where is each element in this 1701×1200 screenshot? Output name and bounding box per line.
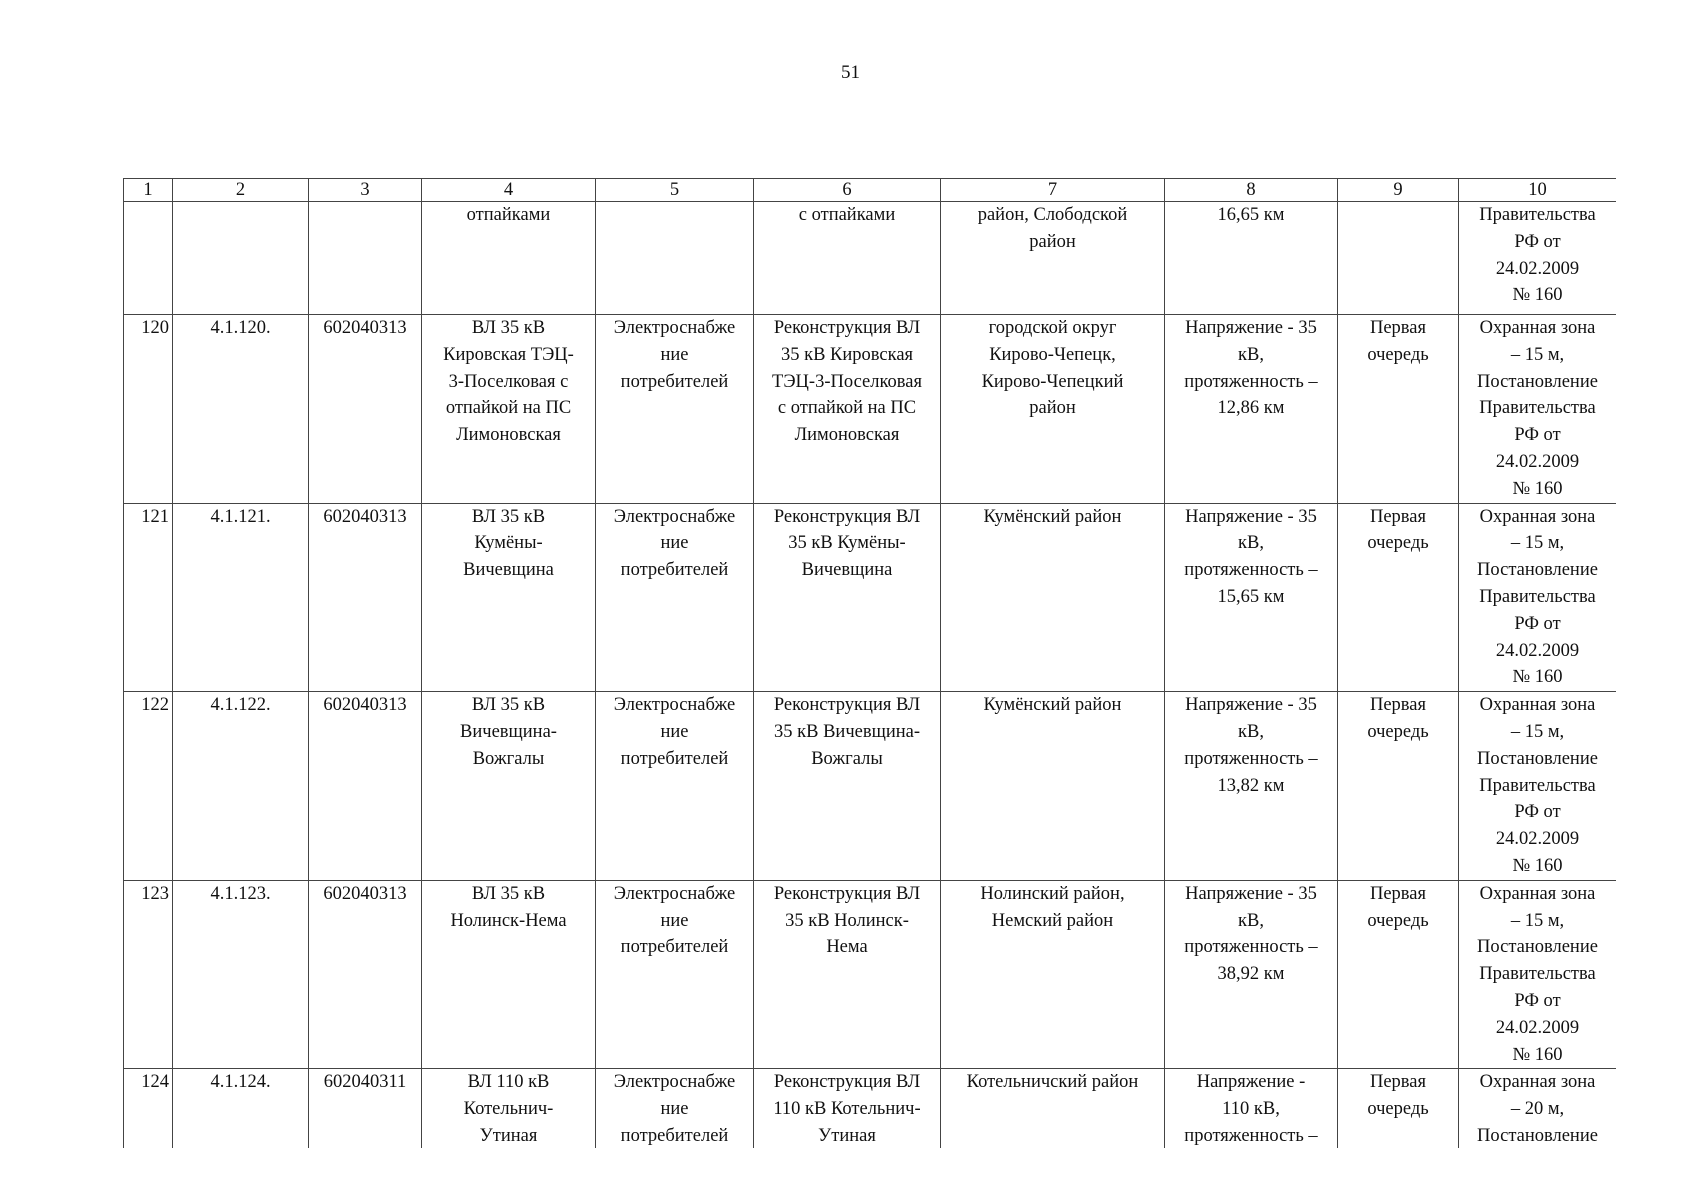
- cell-text-line: Охранная зона: [1479, 695, 1596, 716]
- row-number-cell: 123: [124, 880, 173, 1069]
- action-cell: [754, 202, 941, 315]
- cell-text-line: Правительства: [1479, 398, 1596, 419]
- row-number-cell: 124: [124, 1069, 173, 1148]
- characteristics-cell: [1165, 692, 1338, 881]
- cell-text-line: потребителей: [620, 937, 729, 958]
- cell-text-line: Электроснабже: [613, 318, 736, 338]
- row-number-cell: 122: [124, 692, 173, 881]
- cell-text-line: Реконструкция ВЛ: [773, 883, 921, 904]
- cell-text-line: ВЛ 35 кВ: [471, 506, 546, 527]
- object-name-cell: [422, 503, 596, 692]
- cell-text-line: Электроснабже: [613, 1072, 736, 1093]
- cell-text-line: Постановление: [1477, 560, 1598, 581]
- cell-text-line: отпайкой на ПС: [445, 398, 572, 419]
- row-number-cell: [124, 202, 173, 315]
- location-cell: [941, 1069, 1165, 1148]
- cell-text-line: Первая: [1369, 695, 1427, 716]
- cell-text-line: 35 кВ Кумёны-: [788, 533, 906, 554]
- object-id-cell: 602040311: [309, 1069, 422, 1148]
- column-number-cell: 4: [422, 179, 596, 202]
- cell-text-line: ние: [660, 344, 689, 365]
- object-name-cell: [422, 1069, 596, 1148]
- table-row: [124, 202, 1617, 315]
- column-number-cell: 8: [1165, 179, 1338, 202]
- object-name-cell: [422, 692, 596, 881]
- table-wrapper: [123, 178, 1616, 1148]
- cell-text-line: Охранная зона: [1479, 883, 1596, 904]
- cell-text-line: 24.02.2009: [1495, 829, 1580, 850]
- cell-text-line: Немский район: [991, 910, 1114, 931]
- cell-text-line: – 15 м,: [1510, 721, 1565, 742]
- cell-text-line: Электроснабже: [613, 883, 736, 904]
- cell-text-line: РФ от: [1514, 231, 1561, 252]
- cell-text-line: № 160: [1512, 667, 1563, 688]
- row-number-cell: 120: [124, 315, 173, 504]
- zone-cell: [1459, 202, 1617, 315]
- column-number-cell: 10: [1459, 179, 1617, 202]
- zone-cell: [1459, 692, 1617, 881]
- characteristics-cell: [1165, 315, 1338, 504]
- object-id-cell: 602040313: [309, 692, 422, 881]
- cell-text-line: ТЭЦ-3-Поселковая: [772, 371, 922, 392]
- characteristics-cell: [1165, 880, 1338, 1069]
- column-number-row: [124, 179, 1617, 202]
- cell-text-line: РФ от: [1514, 802, 1561, 823]
- cell-text-line: Напряжение - 35: [1185, 695, 1317, 716]
- cell-text-line: 35 кВ Нолинск-: [785, 910, 909, 931]
- table-row: [124, 503, 1617, 692]
- zone-cell: [1459, 880, 1617, 1069]
- cell-text-line: Охранная зона: [1479, 506, 1596, 527]
- cell-text-line: потребителей: [620, 371, 729, 392]
- cell-text-line: РФ от: [1514, 425, 1561, 446]
- cell-text-line: ВЛ 35 кВ: [471, 318, 546, 338]
- cell-text-line: Кумёнский район: [983, 695, 1122, 716]
- cell-text-line: потребителей: [620, 748, 729, 769]
- cell-text-line: Постановление: [1477, 1125, 1598, 1146]
- cell-text-line: Кумёнский район: [983, 506, 1122, 527]
- object-name-cell: [422, 315, 596, 504]
- cell-text-line: Реконструкция ВЛ: [773, 695, 921, 716]
- characteristics-cell: [1165, 202, 1338, 315]
- cell-text-line: кВ,: [1238, 533, 1264, 554]
- cell-text-line: Правительства: [1479, 964, 1596, 985]
- cell-text-line: № 160: [1512, 1044, 1563, 1065]
- cell-text-line: Правительства: [1479, 205, 1596, 225]
- column-number-cell: 2: [173, 179, 309, 202]
- stage-cell: [1338, 692, 1459, 881]
- item-code-cell: 4.1.124.: [173, 1069, 309, 1148]
- cell-text-line: Лимоновская: [456, 425, 561, 446]
- purpose-cell: [596, 692, 754, 881]
- cell-text-line: район: [1029, 231, 1076, 252]
- object-name-cell: [422, 202, 596, 315]
- cell-text-line: Напряжение - 35: [1185, 506, 1317, 527]
- cell-text-line: 24.02.2009: [1495, 451, 1580, 472]
- cell-text-line: протяженность –: [1184, 371, 1318, 392]
- cell-text-line: Охранная зона: [1479, 1072, 1596, 1093]
- cell-text-line: очередь: [1367, 721, 1429, 742]
- cell-text-line: Реконструкция ВЛ: [773, 506, 921, 527]
- cell-text-line: Напряжение -: [1196, 1072, 1306, 1093]
- zone-cell: [1459, 1069, 1617, 1148]
- cell-text-line: 24.02.2009: [1495, 1017, 1580, 1038]
- object-id-cell: 602040313: [309, 315, 422, 504]
- cell-text-line: протяженность –: [1184, 560, 1318, 581]
- object-id-cell: 602040313: [309, 503, 422, 692]
- cell-text-line: ние: [660, 1099, 689, 1120]
- column-number-cell: 3: [309, 179, 422, 202]
- cell-text-line: Первая: [1369, 318, 1427, 338]
- object-id-cell: 602040313: [309, 880, 422, 1069]
- cell-text-line: Первая: [1369, 883, 1427, 904]
- cell-text-line: РФ от: [1514, 613, 1561, 634]
- cell-text-line: 12,86 км: [1217, 398, 1285, 419]
- cell-text-line: район, Слободской: [977, 205, 1128, 225]
- cell-text-line: 24.02.2009: [1495, 640, 1580, 661]
- item-code-cell: 4.1.121.: [173, 503, 309, 692]
- cell-text-line: – 15 м,: [1510, 533, 1565, 554]
- cell-text-line: Утиная: [818, 1125, 876, 1146]
- item-code-cell: 4.1.120.: [173, 315, 309, 504]
- table-row: [124, 880, 1617, 1069]
- purpose-cell: [596, 1069, 754, 1148]
- purpose-cell: [596, 202, 754, 315]
- item-code-cell: 4.1.123.: [173, 880, 309, 1069]
- cell-text-line: 3-Поселковая с: [448, 371, 569, 392]
- cell-text-line: ВЛ 35 кВ: [471, 883, 546, 904]
- cell-text-line: Охранная зона: [1479, 318, 1596, 338]
- location-cell: [941, 692, 1165, 881]
- action-cell: [754, 315, 941, 504]
- cell-text-line: ние: [660, 721, 689, 742]
- cell-text-line: 35 кВ Вичевщина-: [774, 721, 920, 742]
- stage-cell: [1338, 202, 1459, 315]
- cell-text-line: Кирово-Чепецк,: [989, 344, 1116, 365]
- cell-text-line: Лимоновская: [794, 425, 900, 446]
- cell-text-line: 15,65 км: [1217, 586, 1285, 607]
- column-number-cell: 9: [1338, 179, 1459, 202]
- characteristics-cell: [1165, 1069, 1338, 1148]
- cell-text-line: протяженность –: [1184, 937, 1318, 958]
- cell-text-line: Котельнич-: [463, 1099, 554, 1120]
- zone-cell: [1459, 315, 1617, 504]
- cell-text-line: Напряжение - 35: [1185, 883, 1317, 904]
- cell-text-line: Напряжение - 35: [1185, 318, 1317, 338]
- cell-text-line: ние: [660, 910, 689, 931]
- cell-text-line: потребителей: [620, 1125, 729, 1146]
- cell-text-line: с отпайками: [798, 205, 896, 225]
- zone-cell: [1459, 503, 1617, 692]
- cell-text-line: № 160: [1512, 285, 1563, 306]
- cell-text-line: 110 кВ Котельнич-: [773, 1099, 921, 1120]
- page-number: 51: [841, 62, 860, 83]
- cell-text-line: Постановление: [1477, 371, 1598, 392]
- row-number-cell: 121: [124, 503, 173, 692]
- cell-text-line: Котельничский район: [966, 1072, 1139, 1093]
- cell-text-line: ВЛ 35 кВ: [471, 695, 546, 716]
- cell-text-line: Постановление: [1477, 937, 1598, 958]
- cell-text-line: с отпайкой на ПС: [777, 398, 917, 419]
- action-cell: [754, 692, 941, 881]
- stage-cell: [1338, 1069, 1459, 1148]
- cell-text-line: протяженность –: [1184, 1125, 1318, 1146]
- stage-cell: [1338, 503, 1459, 692]
- table-body: [124, 179, 1617, 1149]
- cell-text-line: – 20 м,: [1510, 1099, 1565, 1120]
- cell-text-line: Вичевщина: [801, 560, 893, 581]
- cell-text-line: – 15 м,: [1510, 910, 1565, 931]
- cell-text-line: кВ,: [1238, 344, 1264, 365]
- characteristics-cell: [1165, 503, 1338, 692]
- cell-text-line: 24.02.2009: [1495, 258, 1580, 279]
- cell-text-line: Кирово-Чепецкий: [981, 371, 1124, 392]
- cell-text-line: № 160: [1512, 855, 1563, 876]
- cell-text-line: очередь: [1367, 344, 1429, 365]
- cell-text-line: Правительства: [1479, 775, 1596, 796]
- cell-text-line: Электроснабже: [613, 695, 736, 716]
- object-name-cell: [422, 880, 596, 1069]
- cell-text-line: Вичевщина-: [460, 721, 557, 742]
- cell-text-line: район: [1029, 398, 1076, 419]
- cell-text-line: 110 кВ,: [1222, 1099, 1280, 1120]
- table-row: [124, 1069, 1617, 1148]
- cell-text-line: Первая: [1369, 1072, 1427, 1093]
- column-number-cell: 5: [596, 179, 754, 202]
- cell-text-line: кВ,: [1238, 910, 1264, 931]
- cell-text-line: ние: [660, 533, 689, 554]
- cell-text-line: Нема: [826, 937, 868, 958]
- location-cell: [941, 503, 1165, 692]
- cell-text-line: очередь: [1367, 533, 1429, 554]
- action-cell: [754, 503, 941, 692]
- column-number-cell: 7: [941, 179, 1165, 202]
- cell-text-line: отпайками: [466, 205, 551, 225]
- object-id-cell: [309, 202, 422, 315]
- cell-text-line: Первая: [1369, 506, 1427, 527]
- cell-text-line: 16,65 км: [1217, 205, 1285, 225]
- cell-text-line: Реконструкция ВЛ: [773, 318, 921, 338]
- cell-text-line: Правительства: [1479, 586, 1596, 607]
- purpose-cell: [596, 315, 754, 504]
- cell-text-line: Постановление: [1477, 748, 1598, 769]
- purpose-cell: [596, 503, 754, 692]
- location-cell: [941, 315, 1165, 504]
- purpose-cell: [596, 880, 754, 1069]
- cell-text-line: 13,82 км: [1217, 775, 1285, 796]
- cell-text-line: Нолинск-Нема: [450, 910, 567, 931]
- cell-text-line: РФ от: [1514, 990, 1561, 1011]
- cell-text-line: ВЛ 110 кВ: [467, 1072, 550, 1093]
- cell-text-line: потребителей: [620, 560, 729, 581]
- cell-text-line: городской округ: [988, 318, 1117, 338]
- cell-text-line: Кумёны-: [474, 533, 543, 554]
- action-cell: [754, 1069, 941, 1148]
- cell-text-line: № 160: [1512, 478, 1563, 499]
- table-row: [124, 315, 1617, 504]
- cell-text-line: кВ,: [1238, 721, 1264, 742]
- cell-text-line: Вожгалы: [811, 748, 883, 769]
- item-code-cell: [173, 202, 309, 315]
- cell-text-line: Вожгалы: [472, 748, 545, 769]
- cell-text-line: протяженность –: [1184, 748, 1318, 769]
- column-number-cell: 6: [754, 179, 941, 202]
- cell-text-line: Утиная: [479, 1125, 538, 1146]
- column-number-cell: 1: [124, 179, 173, 202]
- cell-text-line: Электроснабже: [613, 506, 736, 527]
- cell-text-line: – 15 м,: [1510, 344, 1565, 365]
- item-code-cell: 4.1.122.: [173, 692, 309, 881]
- cell-text-line: Вичевщина: [463, 560, 554, 581]
- cell-text-line: очередь: [1367, 910, 1429, 931]
- cell-text-line: Кировская ТЭЦ-: [443, 344, 574, 365]
- action-cell: [754, 880, 941, 1069]
- cell-text-line: очередь: [1367, 1099, 1429, 1120]
- table-row: [124, 692, 1617, 881]
- cell-text-line: Реконструкция ВЛ: [773, 1072, 921, 1093]
- cell-text-line: 38,92 км: [1217, 964, 1285, 985]
- stage-cell: [1338, 880, 1459, 1069]
- cell-text-line: 35 кВ Кировская: [780, 344, 914, 365]
- location-cell: [941, 202, 1165, 315]
- objects-table: [123, 178, 1616, 1148]
- cell-text-line: Нолинский район,: [980, 883, 1125, 904]
- location-cell: [941, 880, 1165, 1069]
- stage-cell: [1338, 315, 1459, 504]
